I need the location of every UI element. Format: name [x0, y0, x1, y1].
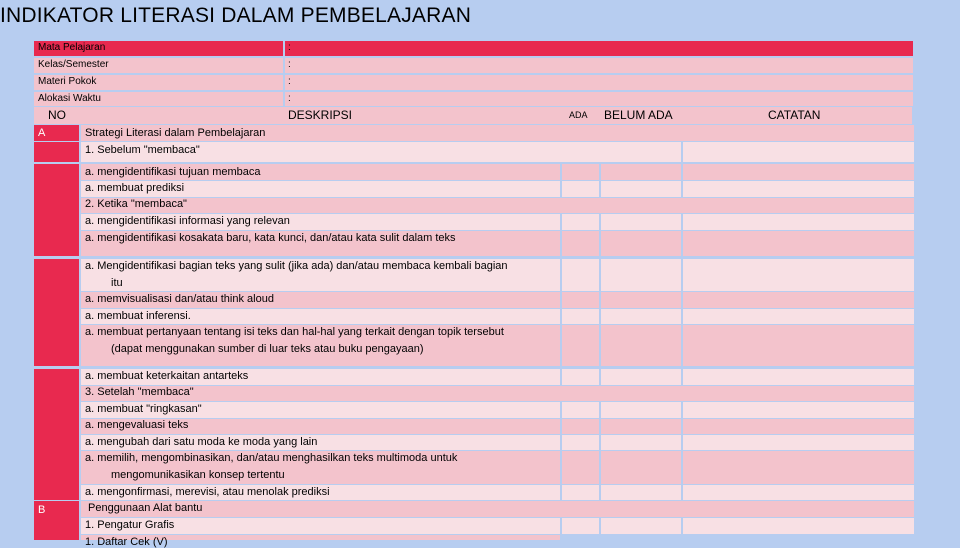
desc-line: 1. Sebelum "membaca": [85, 144, 200, 156]
catatan-cell[interactable]: [683, 142, 914, 162]
catatan-cell[interactable]: [683, 435, 914, 450]
col-header-no: NO: [48, 108, 66, 122]
desc-line: a. mengidentifikasi kosakata baru, kata kunci, dan/atau kata sulit dalam teks: [85, 232, 456, 244]
ada-checkbox-cell[interactable]: [562, 164, 599, 180]
ada-checkbox-cell[interactable]: [562, 325, 599, 366]
no-cell: [34, 164, 79, 256]
belum-ada-checkbox-cell[interactable]: [601, 181, 681, 197]
belum-ada-checkbox-cell[interactable]: [601, 485, 681, 500]
ada-checkbox-cell[interactable]: [562, 369, 599, 385]
col-header-deskripsi: DESKRIPSI: [288, 108, 353, 122]
desc-subheading-row: [81, 198, 914, 213]
desc-line: a. mengevaluasi teks: [85, 419, 189, 431]
belum-ada-checkbox-cell[interactable]: [601, 309, 681, 324]
field-separator: :: [288, 93, 291, 104]
ada-checkbox-cell[interactable]: [562, 214, 599, 230]
catatan-cell[interactable]: [683, 309, 914, 324]
desc-line: 2. Ketika "membaca": [85, 198, 187, 210]
field-separator: :: [288, 59, 291, 70]
field-label-mata-pelajaran: Mata Pelajaran: [38, 42, 106, 53]
ada-checkbox-cell[interactable]: [562, 231, 599, 256]
belum-ada-checkbox-cell[interactable]: [601, 259, 681, 291]
field-label-alokasi-waktu: Alokasi Waktu: [38, 93, 101, 104]
desc-line: a. memvisualisasi dan/atau think aloud: [85, 293, 274, 305]
ada-checkbox-cell[interactable]: [562, 309, 599, 324]
desc-line: a. membuat pertanyaan tentang isi teks dan hal-hal yang terkait dengan topik tersebut: [85, 326, 504, 338]
desc-line: a. membuat inferensi.: [85, 310, 191, 322]
field-label-kelas-semester: Kelas/Semester: [38, 59, 109, 70]
ada-checkbox-cell[interactable]: [562, 419, 599, 434]
desc-subheading-row: [81, 386, 914, 401]
desc-line: mengomunikasikan konsep tertentu: [111, 469, 285, 481]
ada-checkbox-cell[interactable]: [562, 518, 599, 534]
belum-ada-checkbox-cell[interactable]: [601, 231, 681, 256]
desc-line: a. mengidentifikasi tujuan membaca: [85, 166, 261, 178]
belum-ada-checkbox-cell[interactable]: [601, 451, 681, 484]
field-label-materi-pokok: Materi Pokok: [38, 76, 97, 87]
col-header-belum-ada: BELUM ADA: [604, 108, 673, 122]
section-b-no: B: [38, 504, 46, 516]
catatan-cell[interactable]: [683, 181, 914, 197]
desc-line: a. Mengidentifikasi bagian teks yang sulit (jika ada) dan/atau membaca kembali bagian: [85, 260, 508, 272]
catatan-cell[interactable]: [683, 325, 914, 366]
desc-line: 1. Daftar Cek (V): [85, 536, 168, 548]
ada-checkbox-cell[interactable]: [562, 292, 599, 308]
catatan-cell[interactable]: [683, 402, 914, 418]
desc-line: itu: [111, 277, 123, 289]
desc-line: a. memilih, mengombinasikan, dan/atau menghasilkan teks multimoda untuk: [85, 452, 458, 464]
section-heading-row: [81, 501, 914, 517]
catatan-cell[interactable]: [683, 214, 914, 230]
header-row-value[interactable]: [285, 41, 913, 56]
catatan-cell[interactable]: [683, 231, 914, 256]
col-header-catatan: CATATAN: [768, 108, 821, 122]
catatan-cell[interactable]: [683, 485, 914, 500]
desc-line: a. membuat "ringkasan": [85, 403, 202, 415]
no-cell: [34, 369, 79, 500]
section-a-heading: Strategi Literasi dalam Pembelajaran: [85, 127, 266, 139]
ada-checkbox-cell[interactable]: [562, 435, 599, 450]
catatan-cell[interactable]: [683, 518, 914, 534]
field-separator: :: [288, 76, 291, 87]
ada-checkbox-cell[interactable]: [562, 451, 599, 484]
header-row-value[interactable]: [285, 75, 913, 90]
desc-line: (dapat menggunakan sumber di luar teks atau buku pengayaan): [111, 343, 424, 355]
belum-ada-checkbox-cell[interactable]: [601, 435, 681, 450]
belum-ada-checkbox-cell[interactable]: [601, 325, 681, 366]
desc-line: a. membuat prediksi: [85, 182, 185, 194]
header-row-value[interactable]: [285, 92, 913, 106]
desc-line: a. membuat keterkaitan antarteks: [85, 370, 249, 382]
no-cell: [34, 259, 79, 366]
ada-checkbox-cell[interactable]: [562, 485, 599, 500]
belum-ada-checkbox-cell[interactable]: [601, 369, 681, 385]
field-separator: :: [288, 42, 291, 53]
ada-checkbox-cell[interactable]: [562, 402, 599, 418]
catatan-cell[interactable]: [683, 292, 914, 308]
belum-ada-checkbox-cell[interactable]: [601, 214, 681, 230]
desc-line: a. mengonfirmasi, merevisi, atau menolak prediksi: [85, 486, 330, 498]
catatan-cell[interactable]: [683, 164, 914, 180]
col-header-ada: ADA: [569, 110, 588, 120]
catatan-cell[interactable]: [683, 259, 914, 291]
section-a-no: A: [38, 127, 46, 139]
belum-ada-checkbox-cell[interactable]: [601, 518, 681, 534]
catatan-cell[interactable]: [683, 369, 914, 385]
ada-checkbox-cell[interactable]: [562, 181, 599, 197]
page-title: INDIKATOR LITERASI DALAM PEMBELAJARAN: [0, 4, 472, 27]
desc-line: a. mengidentifikasi informasi yang relevan: [85, 215, 290, 227]
desc-line: 3. Setelah "membaca": [85, 386, 194, 398]
ada-checkbox-cell[interactable]: [562, 259, 599, 291]
desc-line: a. mengubah dari satu moda ke moda yang lain: [85, 436, 318, 448]
belum-ada-checkbox-cell[interactable]: [601, 292, 681, 308]
header-row-value[interactable]: [285, 58, 913, 73]
belum-ada-checkbox-cell[interactable]: [601, 402, 681, 418]
catatan-cell[interactable]: [683, 451, 914, 484]
no-cell: [34, 142, 79, 162]
belum-ada-checkbox-cell[interactable]: [601, 164, 681, 180]
section-b-heading: Penggunaan Alat bantu: [88, 502, 203, 514]
belum-ada-checkbox-cell[interactable]: [601, 419, 681, 434]
catatan-cell[interactable]: [683, 419, 914, 434]
desc-line: 1. Pengatur Grafis: [85, 519, 175, 531]
